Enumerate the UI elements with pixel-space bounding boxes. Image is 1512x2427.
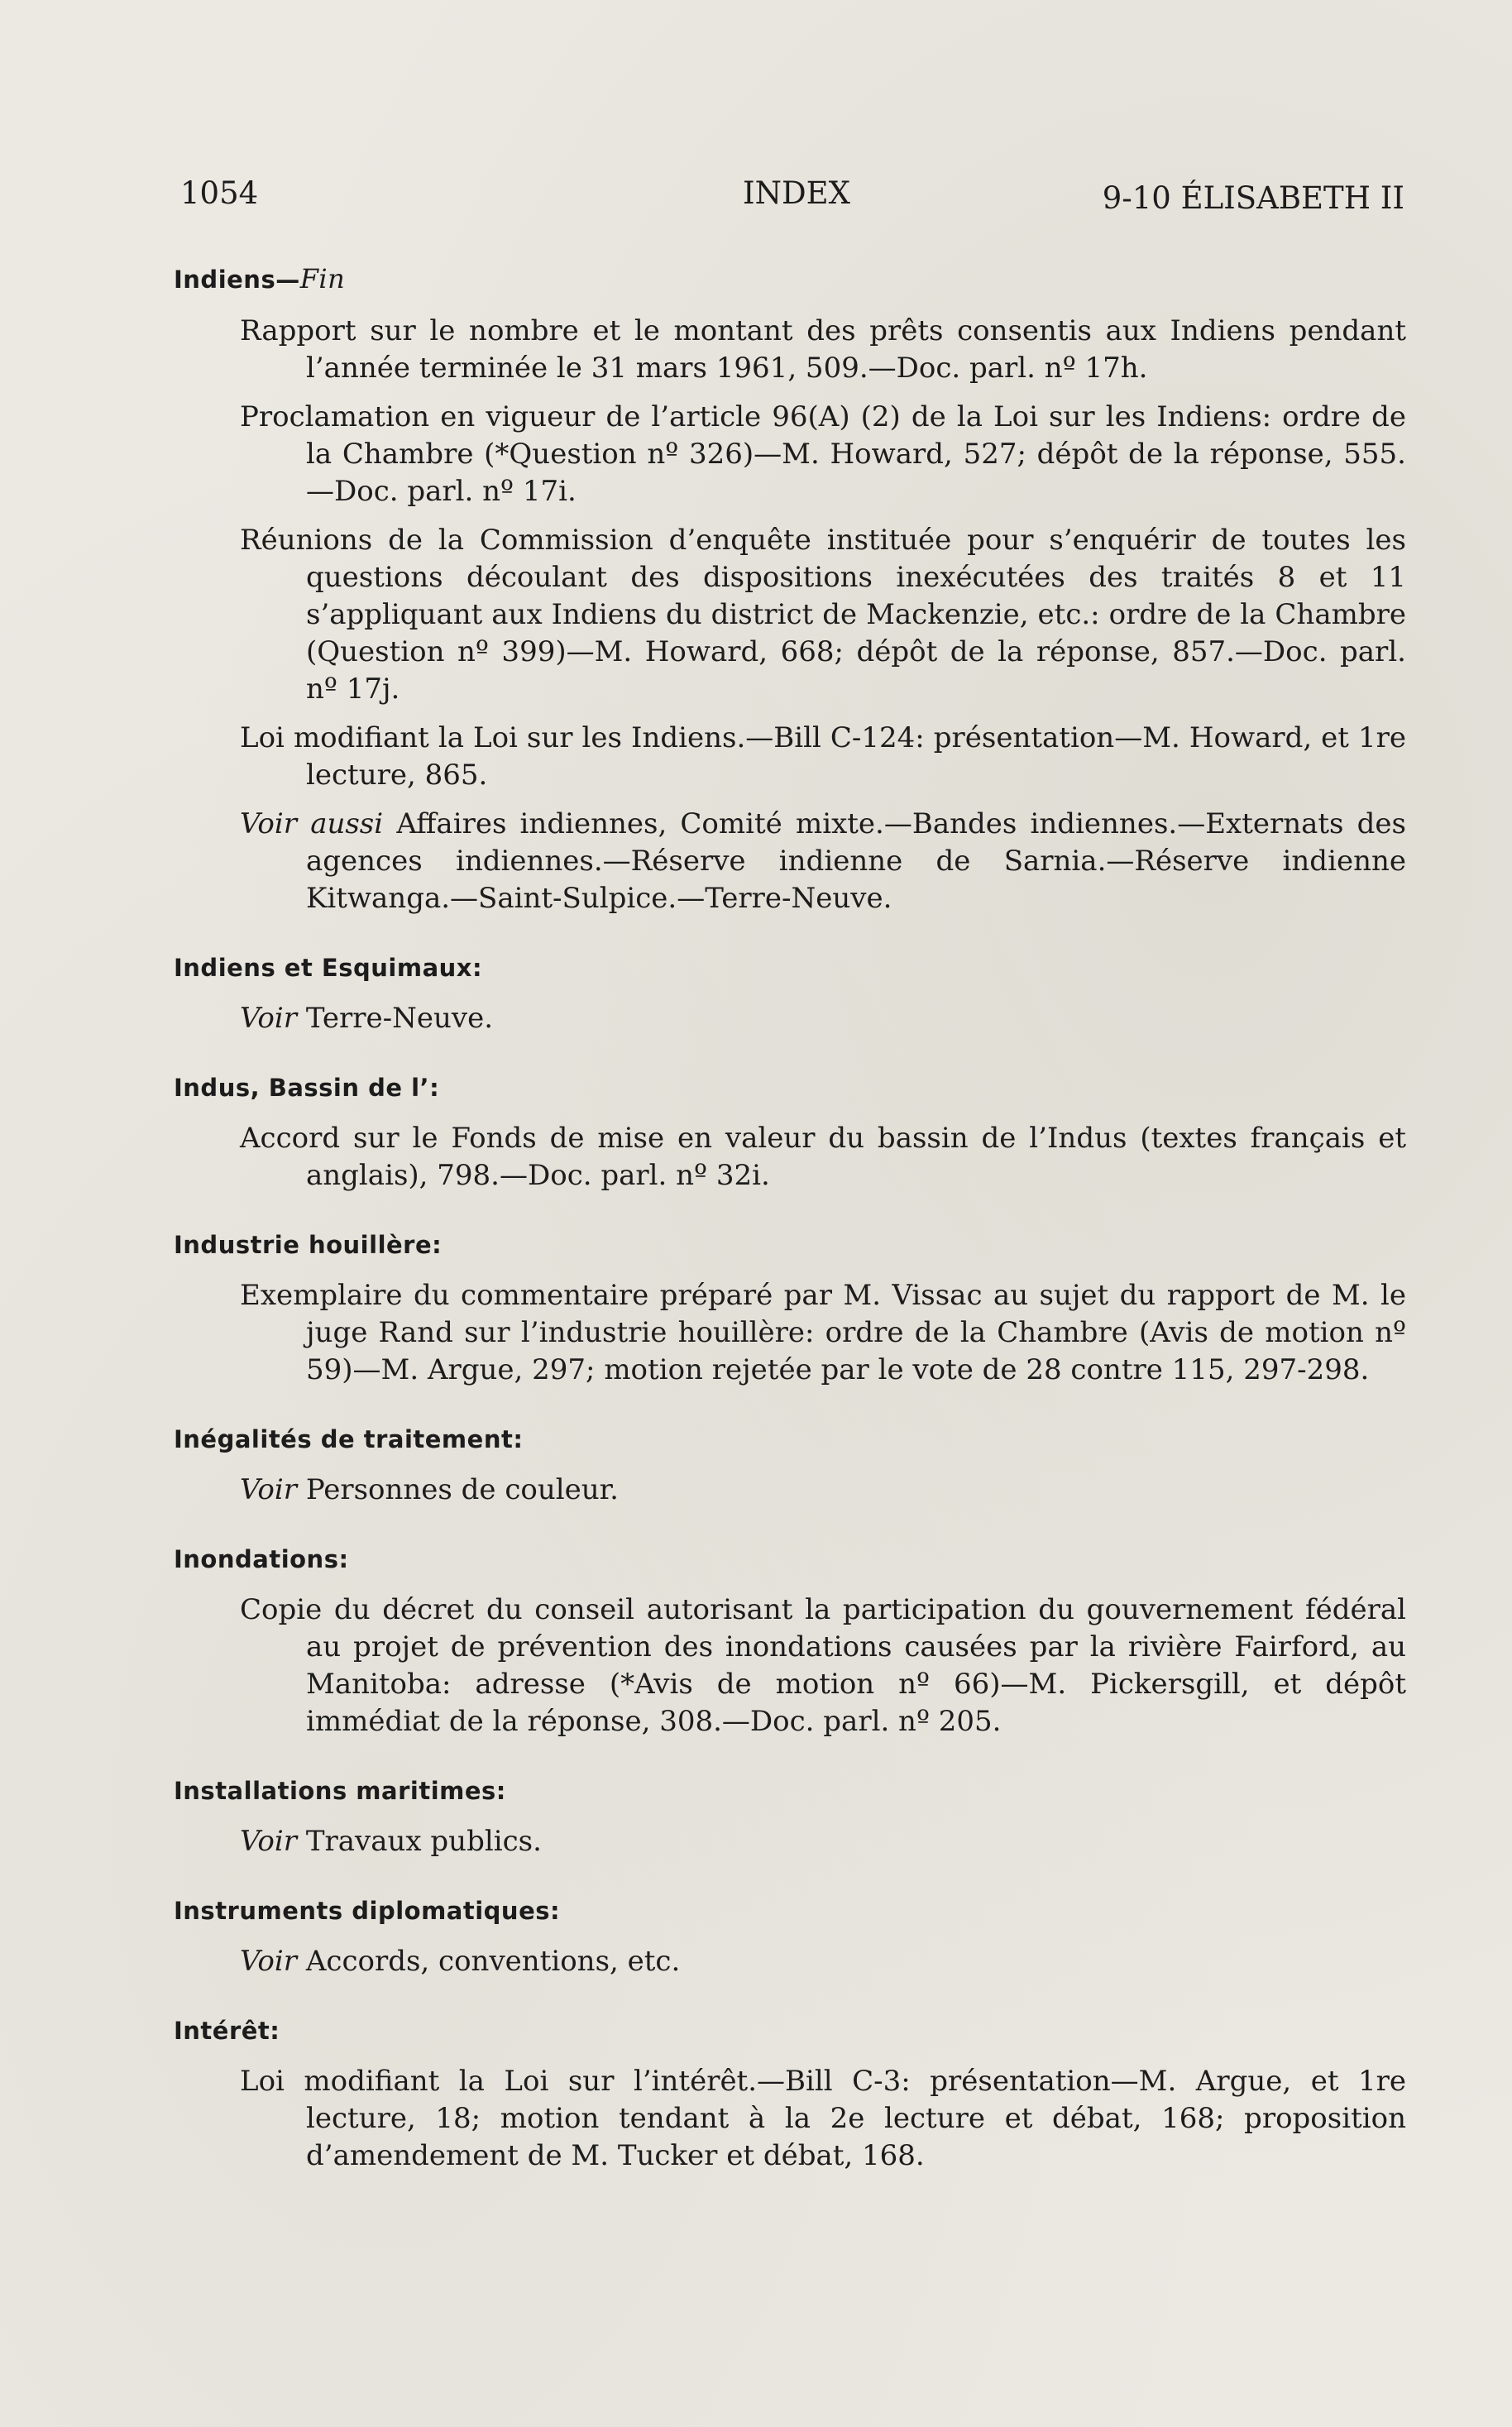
entry-heading-text: Indiens— xyxy=(174,266,300,294)
index-entry-inondations xyxy=(174,1545,1406,1740)
entry-heading: Instruments diplomatiques: xyxy=(174,1897,561,1925)
entry-heading: Intérêt: xyxy=(174,2017,280,2045)
entry-heading: Installations maritimes: xyxy=(174,1777,506,1805)
index-entry-installations-maritimes xyxy=(174,1777,1406,1860)
cross-reference xyxy=(240,1823,1406,1860)
index-entry-instruments-diplomatiques xyxy=(174,1897,1406,1980)
entry-heading: Inondations: xyxy=(174,1545,349,1573)
cross-reference-text: Personnes de couleur. xyxy=(305,1473,619,1506)
cross-reference-lead: Voir aussi xyxy=(240,807,384,840)
cross-reference-text: Accords, conventions, etc. xyxy=(305,1945,681,1978)
cross-reference xyxy=(240,1472,1406,1509)
page-number: 1054 xyxy=(180,175,259,211)
cross-reference-lead: Voir xyxy=(240,1825,298,1858)
index-entry-industrie-houillere xyxy=(174,1231,1406,1389)
entry-heading: Industrie houillère: xyxy=(174,1231,443,1259)
page-title: INDEX xyxy=(743,175,851,211)
cross-reference-text: Affaires indiennes, Comité mixte.—Bandes indiennes.—Externats des agences indiennes.—Réserve indienne de Sarnia.—Réserve indienne Kitwanga.—Saint-Sulpice.—Terre-Neuve. xyxy=(306,807,1407,915)
cross-reference xyxy=(240,806,1406,917)
index-entry-inegalites xyxy=(174,1425,1406,1509)
subentry: Loi modifiant la Loi sur les Indiens.—Bill C-124: présentation—M. Howard, et 1re lecture, 865. xyxy=(240,721,1406,792)
cross-reference xyxy=(240,1943,1406,1980)
cross-reference-lead: Voir xyxy=(240,1002,298,1035)
index-entry-indiens xyxy=(174,263,1406,917)
index-entries xyxy=(174,263,1406,2211)
reign-label: 9-10 ÉLISABETH II xyxy=(1102,180,1404,216)
entry-heading: Indiens et Esquimaux: xyxy=(174,954,483,982)
entry-heading: Inégalités de traitement: xyxy=(174,1425,524,1453)
index-entry-interet xyxy=(174,2017,1406,2175)
cross-reference-text: Terre-Neuve. xyxy=(305,1002,494,1035)
entry-heading: Indus, Bassin de l’: xyxy=(174,1074,440,1102)
cross-reference-lead: Voir xyxy=(240,1945,298,1978)
entry-heading xyxy=(174,263,1406,294)
subentry: Rapport sur le nombre et le montant des prêts consentis aux Indiens pendant l’année terminée le 31 mars 1961, 509.—Doc. parl. nº 17h. xyxy=(240,314,1406,385)
subentry: Loi modifiant la Loi sur l’intérêt.—Bill C-3: présentation—M. Argue, et 1re lecture, 18; motion tendant à la 2e lecture et débat, 168; proposition d’amendement de M. Tucker et débat, 168. xyxy=(240,2065,1406,2172)
index-entry-indiens-esquimaux xyxy=(174,954,1406,1037)
subentry: Exemplaire du commentaire préparé par M. Vissac au sujet du rapport de M. le juge Rand sur l’industrie houillère: ordre de la Chambre (Avis de motion nº 59)—M. Argue, 297; motion rejetée par le vote de 28 contre 115, 297-298. xyxy=(240,1279,1406,1386)
subentry: Proclamation en vigueur de l’article 96(A) (2) de la Loi sur les Indiens: ordre de la Chambre (*Question nº 326)—M. Howard, 527; dépôt de la réponse, 555.—Doc. parl. nº 17i. xyxy=(240,400,1406,508)
subentry: Copie du décret du conseil autorisant la participation du gouvernement fédéral au projet de prévention des inondations causées par la rivière Fairford, au Manitoba: adresse (*Avis de motion nº 66)—M. Pickersgill, et dépôt immédiat de la réponse, 308.—Doc. parl. nº 205. xyxy=(240,1593,1406,1738)
subentry: Réunions de la Commission d’enquête instituée pour s’enquérir de toutes les questions découlant des dispositions inexécutées des traités 8 et 11 s’appliquant aux Indiens du district de Mackenzie, etc.: ordre de la Chambre (Question nº 399)—M. Howard, 668; dépôt de la réponse, 857.—Doc. parl. nº 17j. xyxy=(240,524,1406,706)
cross-reference-lead: Voir xyxy=(240,1473,298,1506)
cross-reference-text: Travaux publics. xyxy=(305,1825,542,1858)
cross-reference xyxy=(240,1000,1406,1037)
running-header xyxy=(180,175,1404,225)
index-entry-indus xyxy=(174,1074,1406,1194)
entry-heading-suffix: Fin xyxy=(299,263,346,294)
subentry: Accord sur le Fonds de mise en valeur du bassin de l’Indus (textes français et anglais), 798.—Doc. parl. nº 32i. xyxy=(240,1122,1406,1192)
